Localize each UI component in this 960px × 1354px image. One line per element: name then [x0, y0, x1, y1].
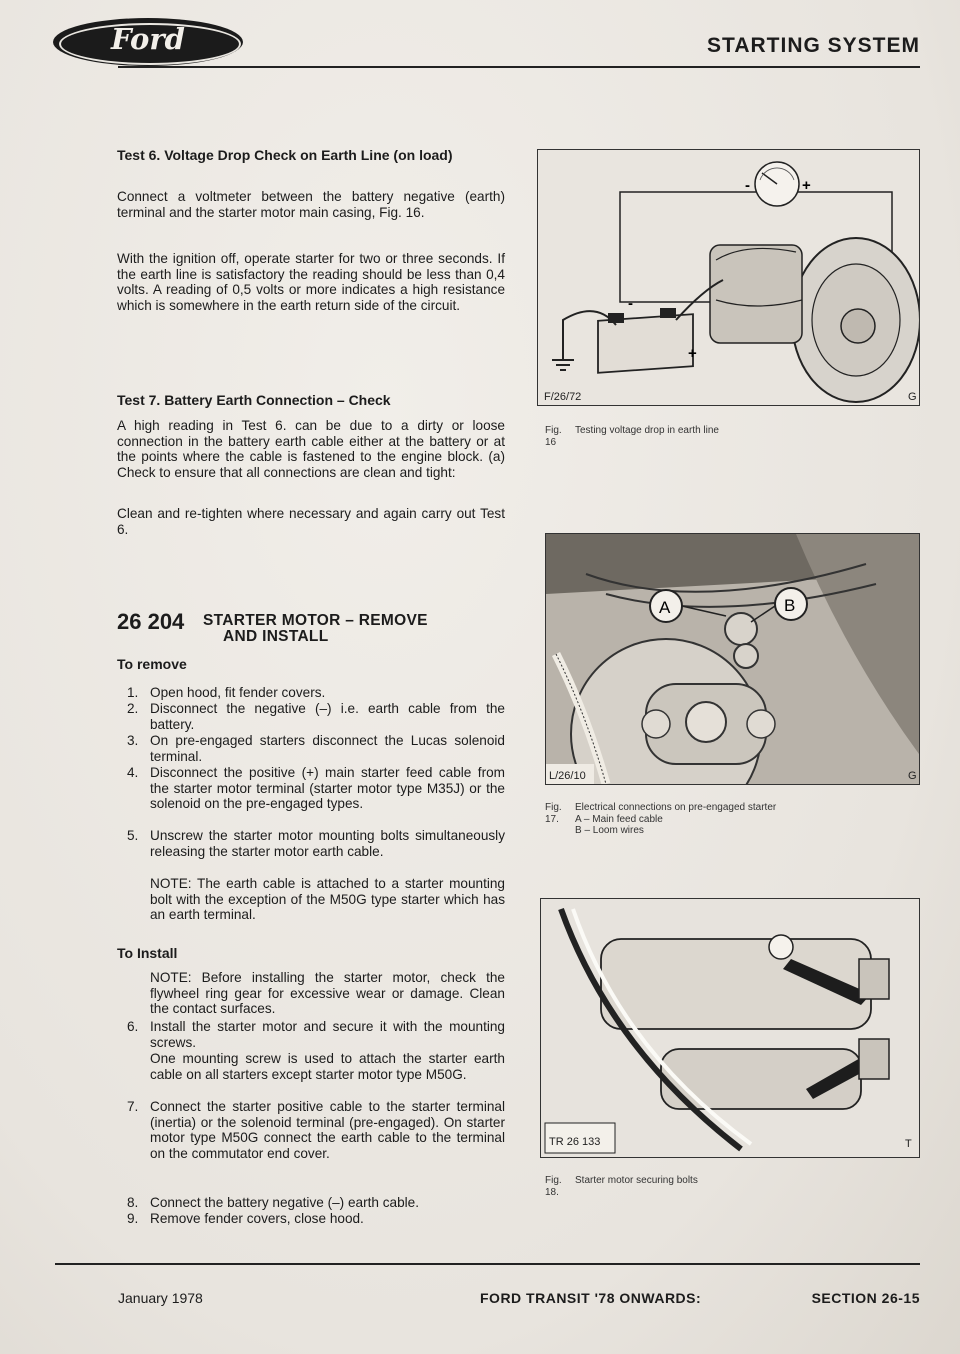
fig18-illustration [540, 898, 920, 1158]
fig17-photo [545, 533, 920, 785]
voltmeter-circuit-drawing [538, 150, 919, 405]
fig16-illustration [537, 149, 920, 406]
footer-publication: FORD TRANSIT '78 ONWARDS: [480, 1290, 702, 1306]
svg-text:-: - [628, 295, 633, 312]
section-title [203, 613, 428, 645]
fig18-corner: T [905, 1138, 912, 1150]
test6-para2: With the ignition off, operate starter for two or three seconds. If the earth line is satisfactory the reading should be less than 0,4 volts. A reading of 0,5 volts or more indicates a high resistance which is somewhere in the earth return side of the circuit. [117, 251, 505, 313]
footer-section: SECTION 26-15 [811, 1290, 920, 1306]
callout-b: B [784, 596, 796, 615]
section-title-line2: AND INSTALL [223, 628, 329, 645]
engine-wiring-drawing [546, 534, 919, 784]
header-rule [118, 66, 920, 68]
remove-heading: To remove [117, 656, 187, 672]
install-heading: To Install [117, 945, 178, 961]
section-title-line1: STARTER MOTOR – REMOVE [203, 612, 428, 629]
fig16-code: F/26/72 [544, 391, 582, 403]
fig17-corner: G [908, 770, 917, 782]
meter-plus-label: + [802, 177, 811, 194]
logo-text: Ford [111, 22, 185, 56]
manual-page: Ford STARTING SYSTEM Test 6. Voltage Drop Check on Earth Line (on load) Connect a voltmeter between the battery negative (earth) terminal and the starter motor main casing, Fig. 16. With the ignition off, operate starter for two or three seconds. If the earth line is satisfactory the reading should be less than 0,4 volts. A reading of 0,5 volts or more indicates a high resistance which is somewhere in the earth return side of the circuit. Test 7. Battery Earth Connection – Check A high reading in Test 6. can be due to a dirty or loose connection in the battery earth cable either at the battery or at the points where the cable is fastened to the engine block. (a) Check to ensure that all connections are clean and tight: Clean and re-tighten where necessary and again carry out Test 6. 26 204 STARTER MOTOR – REMOVE AND INSTALL To remove 1. Open hood, fit fender covers. 2. Disconnect the negative (–) i.e. earth cable from the battery. 3. On pre-engaged starters disconnect the Lucas solenoid terminal. 4. Disconnect the positive (+) main starter feed cable from the starter motor terminal (starter motor type M35J) or the solenoid on the pre-engaged types. 5. Unscrew the starter motor mounting bolts simultaneously releasing the starter motor earth cable. NOTE: The earth cable is attached to a starter mounting bolt with the exception of the M50G type starter which has an earth terminal. To Install NOTE: Before installing the starter motor, check the flywheel ring gear for excessive wear or damage. Clean the contact surfaces. 6. Install the starter motor and secure it with the mounting screws. One mounting screw is used to attach the starter earth cable on all starters except starter motor type M50G. 7. Connect the starter positive cable to the starter terminal (inertia) or the solenoid terminal (pre-engaged). On starter motor type M50G connect the earth cable to the terminal on the commutator end cover. 8. Connect the battery negative (–) earth cable. 9. Remove fender covers, close hood. - + + - F/26/72 G Fig. 16 Testing voltage drop in earth line A B L/26/10 G Fig. 17. Electrical connections on pre-engaged starter A – Main feed cable B – Loom wires TR 26 133 T Fig. 18. Starter motor securing bolts January 1978 FORD TRANSIT '78 ONWARDS: SECTION 26-15 [0, 0, 960, 1354]
fig16-corner: G [908, 391, 917, 403]
fig17-legend-a: A – Main feed cable [575, 814, 663, 825]
test7-para2: Clean and re-tighten where necessary and again carry out Test 6. [117, 506, 505, 537]
footer-date: January 1978 [118, 1290, 203, 1306]
test7-para1: A high reading in Test 6. can be due to a dirty or loose connection in the battery earth cable either at the battery or at the points where the cable is fastened to the engine block. (a) Check to ensure that all connections are clean and tight: [117, 418, 505, 480]
footer-rule [55, 1263, 920, 1265]
fig17-legend-b: B – Loom wires [575, 825, 644, 836]
page-title: STARTING SYSTEM [707, 34, 920, 57]
test7-heading: Test 7. Battery Earth Connection – Check [117, 392, 391, 408]
fig17-code: L/26/10 [549, 770, 586, 782]
fig18-code: TR 26 133 [549, 1136, 601, 1148]
meter-minus-label: - [745, 177, 750, 194]
test6-para1: Connect a voltmeter between the battery negative (earth) terminal and the starter motor main casing, Fig. 16. [117, 189, 505, 220]
svg-text:+: + [688, 345, 697, 362]
section-number: 26 204 [117, 609, 185, 634]
test6-heading: Test 6. Voltage Drop Check on Earth Line (on load) [117, 147, 453, 163]
callout-a: A [659, 598, 671, 617]
ford-logo [53, 18, 243, 66]
starter-bolts-drawing [541, 899, 919, 1157]
